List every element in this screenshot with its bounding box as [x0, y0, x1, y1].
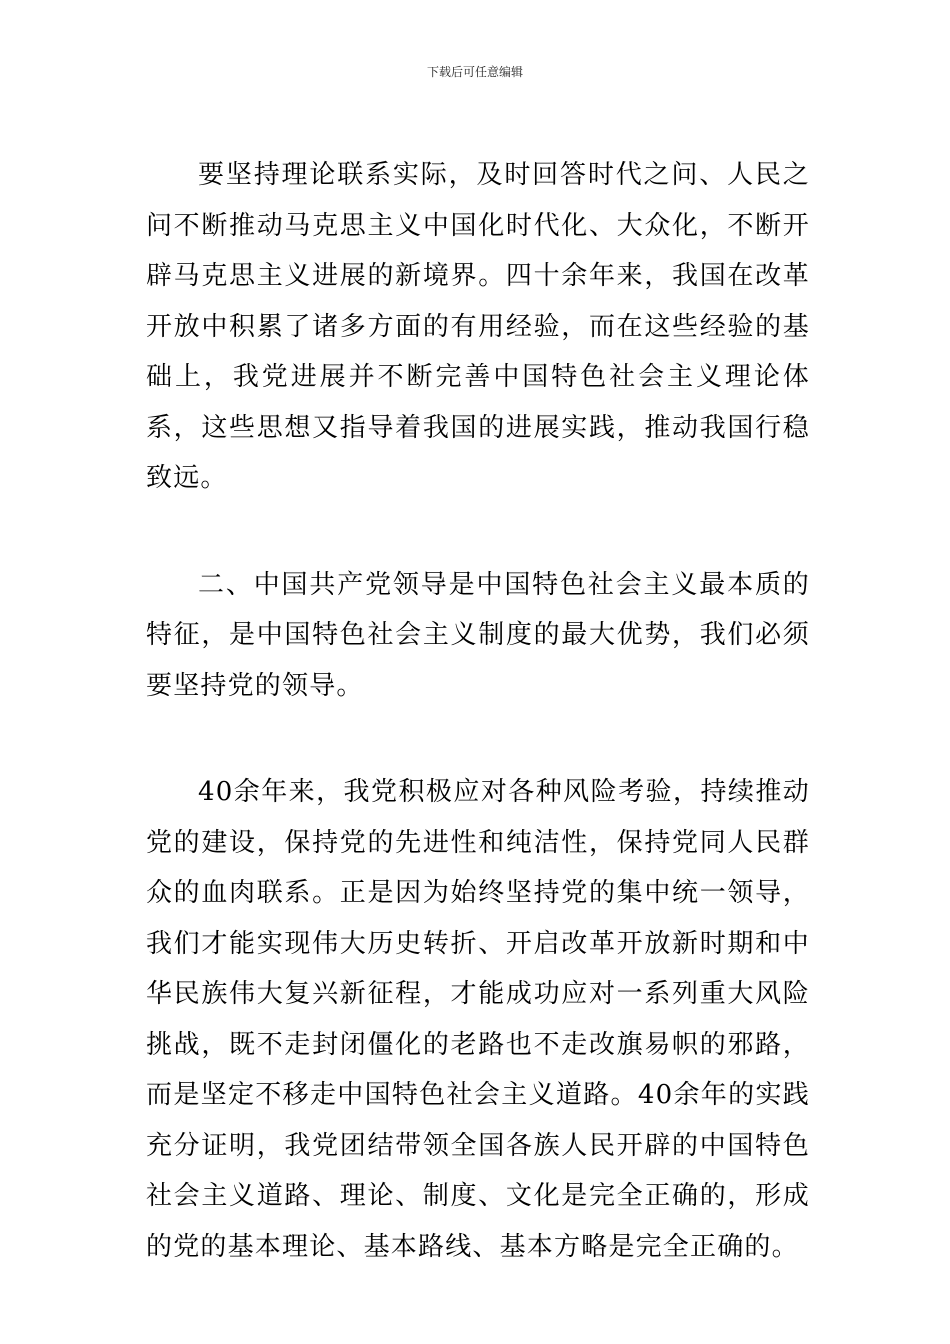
document-body: [146, 150, 810, 1272]
paragraph-theory-practice: 要坚持理论联系实际，及时回答时代之问、人民之问不断推动马克思主义中国化时代化、大众化，不断开辟马克思主义进展的新境界。四十余年来，我国在改革开放中积累了诸多方面的有用经验，而在这些经验的基础上，我党进展并不断完善中国特色社会主义理论体系，这些思想又指导着我国的进展实践，推动我国行稳致远。: [146, 160, 810, 493]
paragraph-party-leadership-heading: 二、中国共产党领导是中国特色社会主义最本质的特征，是中国特色社会主义制度的最大优势，我们必须要坚持党的领导。: [146, 569, 810, 701]
paragraph-forty-years-practice: 40余年来，我党积极应对各种风险考验，持续推动党的建设，保持党的先进性和纯洁性，保持党同人民群众的血肉联系。正是因为始终坚持党的集中统一领导，我们才能实现伟大历史转折、开启改革开放新时期和中华民族伟大复兴新征程，才能成功应对一系列重大风险挑战，既不走封闭僵化的老路也不走改旗易帜的邪路，而是坚定不移走中国特色社会主义道路。40余年的实践充分证明，我党团结带领全国各族人民开辟的中国特色社会主义道路、理论、制度、文化是完全正确的，形成的党的基本理论、基本路线、基本方略是完全正确的。: [146, 777, 810, 1262]
page-header-note: 下载后可任意编辑: [426, 65, 523, 79]
